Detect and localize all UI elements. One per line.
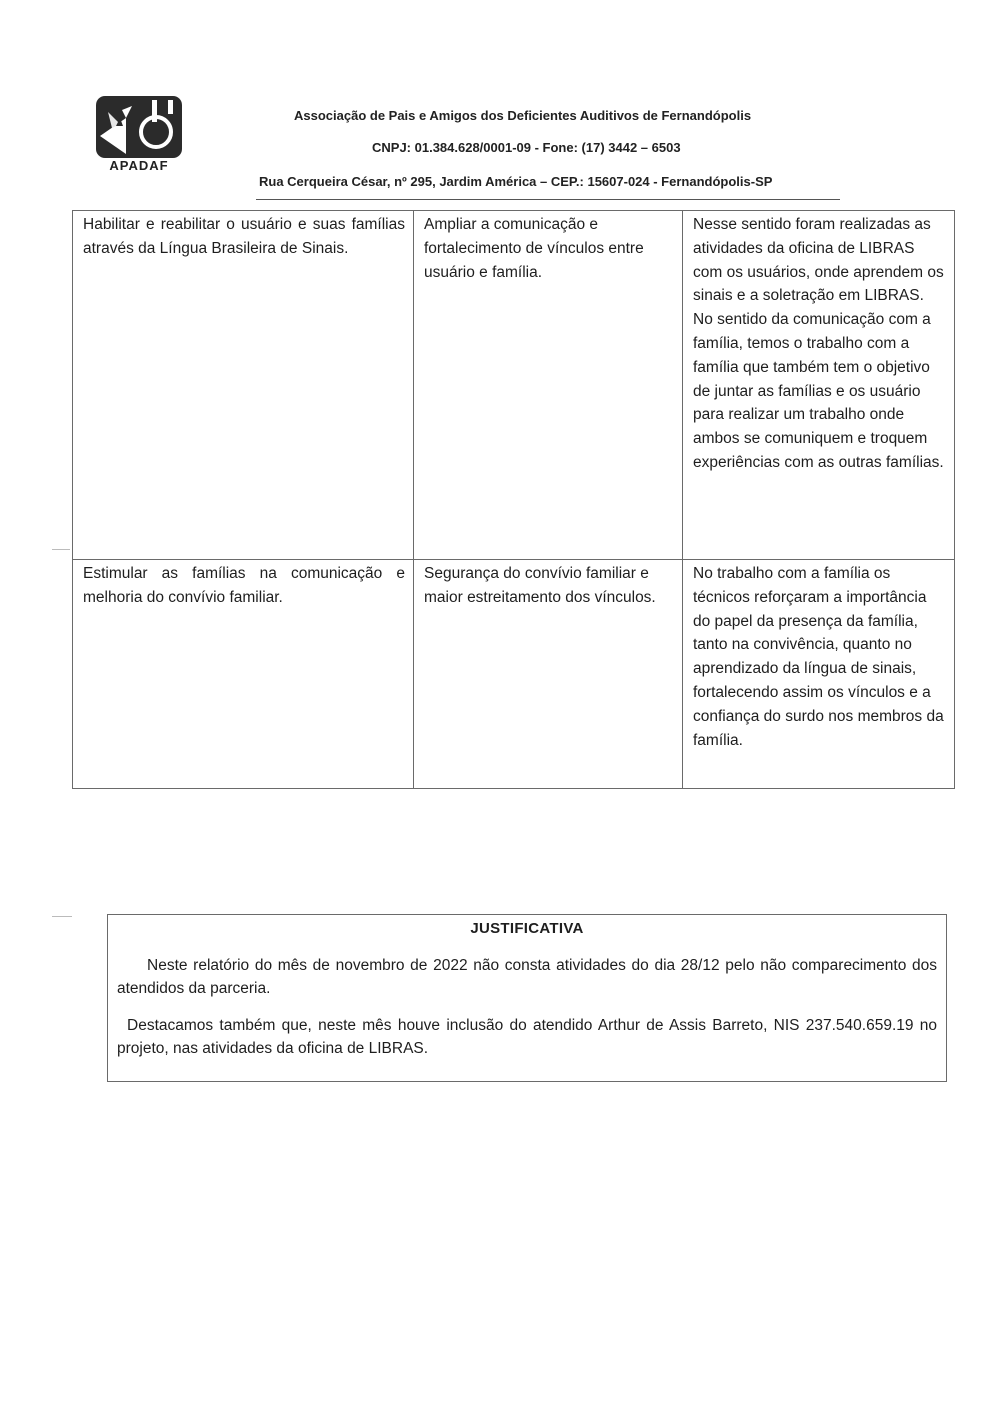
ear-logo-icon xyxy=(96,96,182,158)
address-line: Rua Cerqueira César, nº 295, Jardim América – CEP.: 15607-024 - Fernandópolis-SP xyxy=(259,174,773,189)
scan-mark xyxy=(52,916,72,917)
header-divider xyxy=(256,199,840,200)
objective-cell: Estimular as famílias na comunicação e melhoria do convívio familiar. xyxy=(73,560,414,789)
association-name: Associação de Pais e Amigos dos Deficientes Auditivos de Fernandópolis xyxy=(294,108,752,123)
apadaf-logo xyxy=(94,96,184,178)
table-row xyxy=(73,560,955,789)
description-cell: No trabalho com a família os técnicos reforçaram a importância do papel da presença da família, tanto na convivência, quanto no aprendizado da língua de sinais, fortalecendo assim os vínculos e a confiança do surdo nos membros da família. xyxy=(683,560,955,789)
result-cell: Segurança do convívio familiar e maior estreitamento dos vínculos. xyxy=(414,560,683,789)
result-cell: Ampliar a comunicação e fortalecimento de vínculos entre usuário e família. xyxy=(414,211,683,560)
description-cell: Nesse sentido foram realizadas as atividades da oficina de LIBRAS com os usuários, onde aprendem os sinais e a soletração em LIBRAS. No sentido da comunicação com a família, temos o trabalho com a família que também tem o objetivo de juntar as famílias e os usuário para realizar um trabalho onde ambos se comuniquem e troquem experiências com as outras famílias. xyxy=(683,211,955,560)
justification-paragraph: Neste relatório do mês de novembro de 2022 não consta atividades do dia 28/12 pelo não comparecimento dos atendidos da parceria. xyxy=(117,957,937,997)
objective-cell: Habilitar e reabilitar o usuário e suas famílias através da Língua Brasileira de Sinais. xyxy=(73,211,414,560)
justification-box xyxy=(107,914,947,1082)
table-row xyxy=(73,211,955,560)
justification-paragraph: Destacamos também que, neste mês houve inclusão do atendido Arthur de Assis Barreto, NIS 237.540.659.19 no projeto, nas atividades da oficina de LIBRAS. xyxy=(117,1017,937,1057)
activities-table xyxy=(72,210,955,789)
cnpj-phone-line: CNPJ: 01.384.628/0001-09 - Fone: (17) 3442 – 6503 xyxy=(372,140,681,155)
logo-text: APADAF xyxy=(109,158,169,173)
scan-mark xyxy=(52,549,70,550)
justification-title: JUSTIFICATIVA xyxy=(470,920,584,937)
